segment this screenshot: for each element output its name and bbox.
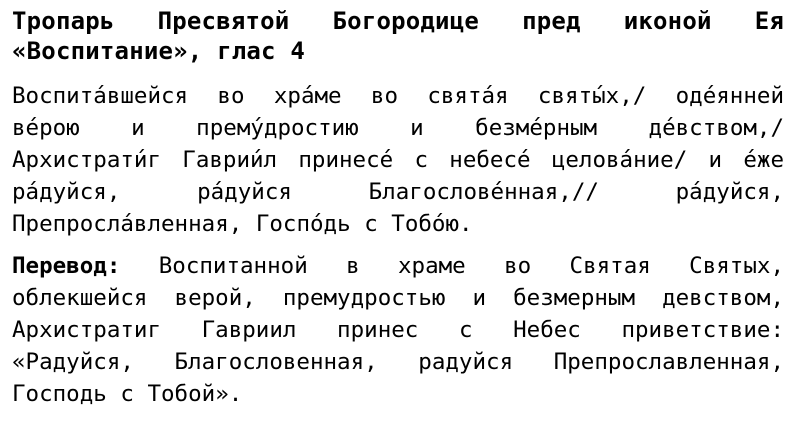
troparion-line-3: Архистрати́г Гаврии́л принесе́ с небесе́ целова́ние/ и е́же <box>12 147 784 173</box>
troparion-line-5: Препросла́вленная, Госпо́дь с Тобо́ю. <box>12 211 473 237</box>
page-title <box>12 6 784 66</box>
title-line-2: «Воспитание», глас 4 <box>12 37 305 65</box>
translation-line-2: облекшейся верой, премудростью и безмерным девством, <box>12 285 784 311</box>
translation-line-1 <box>12 250 784 282</box>
translation-line-5: Господь с Тобой». <box>12 381 243 407</box>
translation-label: Перевод: <box>12 253 121 279</box>
translation-line-4: «Радуйся, Благословенная, радуйся Препрославленная, <box>12 349 784 375</box>
translation-line-1-text: Воспитанной в храме во Святая Святых, <box>158 253 784 279</box>
troparion-text <box>12 80 784 240</box>
troparion-line-4: ра́дуйся, ра́дуйся Благослове́нная,// ра́дуйся, <box>12 179 784 205</box>
prayer-page <box>12 6 784 410</box>
translation-line-3: Архистратиг Гавриил принес с Небес приветствие: <box>12 317 784 343</box>
troparion-line-2: ве́рою и прему́дростию и безме́рным де́вством,/ <box>12 115 784 141</box>
translation-text <box>12 250 784 410</box>
title-line-1: Тропарь Пресвятой Богородице пред иконой Ея <box>12 7 784 35</box>
troparion-line-1: Воспита́вшейся во хра́ме во свята́я святы́х,/ оде́янней <box>12 83 784 109</box>
